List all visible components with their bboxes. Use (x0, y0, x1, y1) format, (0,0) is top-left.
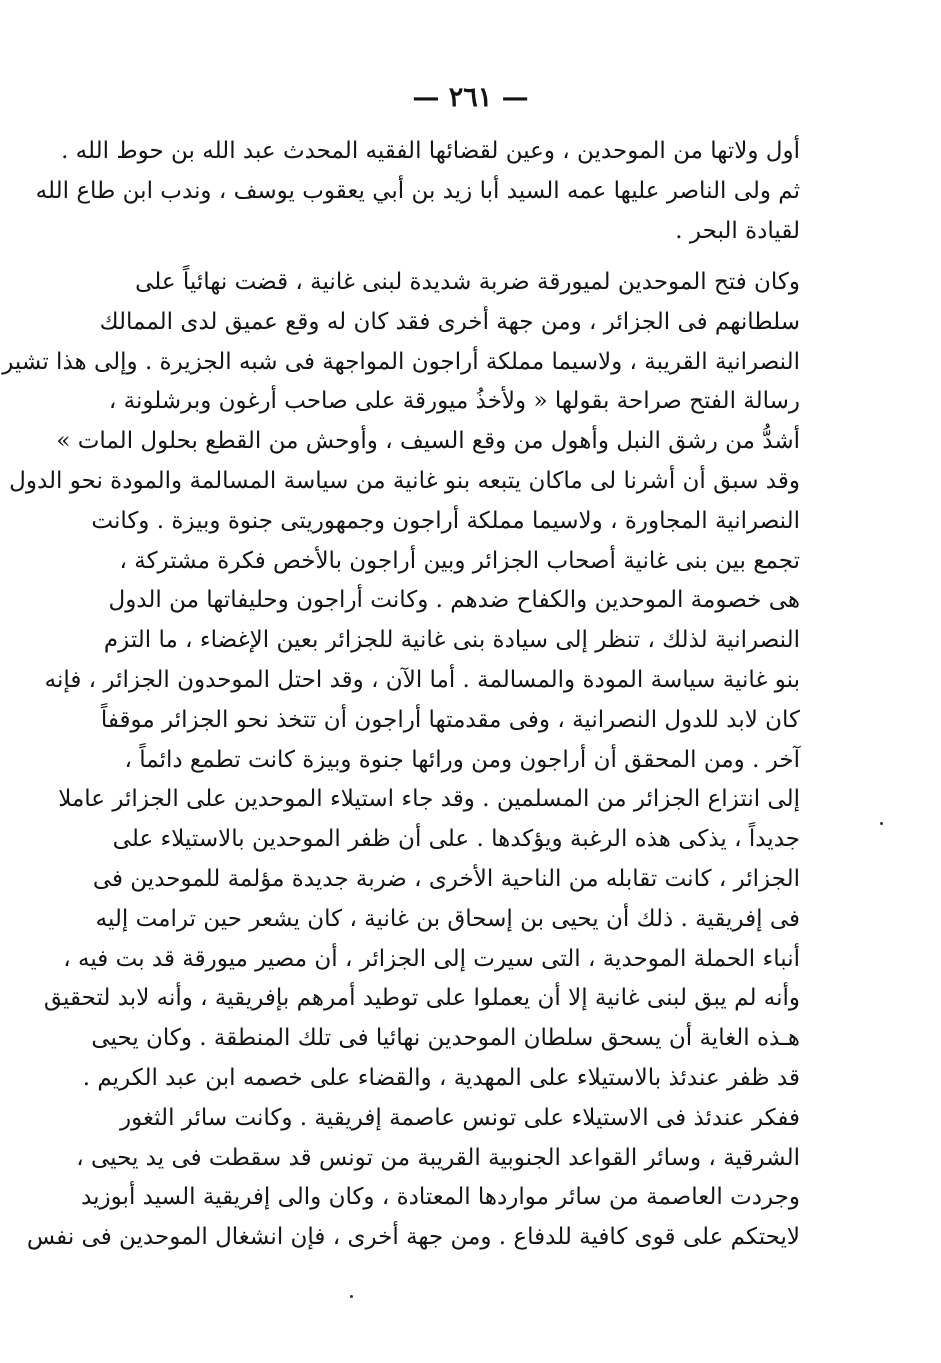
text-line: الجزائر ، كانت تقابله من الناحية الأخرى ، ضربة جديدة مؤلمة للموحدين فى (92, 865, 800, 892)
paragraph-2 (2, 263, 800, 1258)
text-line: سلطانهم فى الجزائر ، ومن جهة أخرى فقد كان له وقع عميق لدى الممالك (99, 308, 800, 335)
text-line: وأنه لم يبق لبنى غانية إلا أن يعملوا على توطيد أمرهم بإفريقية ، وأنه لابد لتحقيق (43, 985, 800, 1012)
text-line: آخر . ومن المحقق أن أراجون ومن ورائها جنوة وبيزة كانت تطمع دائماً ، (124, 746, 800, 773)
text-line: بنو غانية سياسة المودة والمسالمة . أما الآن ، وقد احتل الموحدون الجزائر ، فإنه (44, 666, 800, 693)
text-line: ففكر عندئذ فى الاستيلاء على تونس عاصمة إفريقية . وكانت سائر الثغور (120, 1104, 800, 1131)
text-line: هى خصومة الموحدين والكفاح ضدهم . وكانت أراجون وحليفاتها من الدول (108, 587, 800, 614)
scan-speck (880, 822, 883, 825)
text-line: لايحتكم على قوى كافية للدفاع . ومن جهة أخرى ، فإن انشغال الموحدين فى نفس (26, 1224, 800, 1251)
text-line: وقد سبق أن أشرنا لى ماكان يتبعه بنو غانية من سياسة المسالمة والمودة نحو الدول (9, 467, 800, 494)
text-line: جديداً ، يذكى هذه الرغبة ويؤكدها . على أن ظفر الموحدين بالاستيلاء على (112, 826, 800, 853)
page-number: — ٢٦١ — (412, 82, 529, 113)
text-line: قد ظفر عندئذ بالاستيلاء على المهدية ، والقضاء على خصمه ابن عبد الكريم . (82, 1064, 800, 1091)
text-line: وكان فتح الموحدين لميورقة ضربة شديدة لبنى غانية ، قضت نهائياً على (135, 269, 800, 295)
text-line: الشرقية ، وسائر القواعد الجنوبية القريبة من تونس قد سقطت فى يد يحيى ، (76, 1144, 800, 1171)
text-line: إلى انتزاع الجزائر من المسلمين . وقد جاء استيلاء الموحدين على الجزائر عاملا (58, 786, 800, 813)
text-line: هـذه الغاية أن يسحق سلطان الموحدين نهائيا فى تلك المنطقة . وكان يحيى (91, 1025, 800, 1052)
text-line: فى إفريقية . ذلك أن يحيى بن إسحاق بن غانية ، كان يشعر حين ترامت إليه (95, 905, 800, 932)
text-line: النصرانية المجاورة ، ولاسيما مملكة أراجون وجمهوريتى جنوة وبيزة . وكانت (91, 507, 800, 534)
text-line: ثم ولى الناصر عليها عمه السيد أبا زيد بن أبي يعقوب يوسف ، وندب ابن طاع الله (35, 177, 800, 204)
text-line: النصرانية القريبة ، ولاسيما مملكة أراجون المواجهة فى شبه الجزيرة . وإلى هذا تشير (2, 348, 800, 375)
text-line: أنباء الحملة الموحدية ، التى سيرت إلى الجزائر ، أن مصير ميورقة قد بت فيه ، (63, 945, 800, 972)
text-line: وجردت العاصمة من سائر مواردها المعتادة ، وكان والى إفريقية السيد أبوزيد (81, 1184, 800, 1211)
text-line: رسالة الفتح صراحة بقولها « ولأخذُ ميورقة على صاحب أرغون وبرشلونة ، (108, 388, 800, 415)
text-line: تجمع بين بنى غانية أصحاب الجزائر وبين أراجون بالأخص فكرة مشتركة ، (119, 547, 800, 574)
text-line: كان لابد للدول النصرانية ، وفى مقدمتها أراجون أن تتخذ نحو الجزائر موقفاً (100, 706, 800, 733)
text-line: أشدُّ من رشق النبل وأهول من وقع السيف ، وأوحش من القطع بحلول المات » (56, 428, 800, 455)
text-line: النصرانية لذلك ، تنظر إلى سيادة بنى غانية للجزائر بعين الإغضاء ، ما التزم (103, 627, 800, 654)
text-line: لقيادة البحر . (675, 217, 800, 244)
scan-speck (350, 1295, 353, 1298)
text-line: أول ولاتها من الموحدين ، وعين لقضائها الفقيه المحدث عبد الله بن حوط الله . (61, 138, 800, 164)
paragraph-1 (35, 132, 800, 251)
